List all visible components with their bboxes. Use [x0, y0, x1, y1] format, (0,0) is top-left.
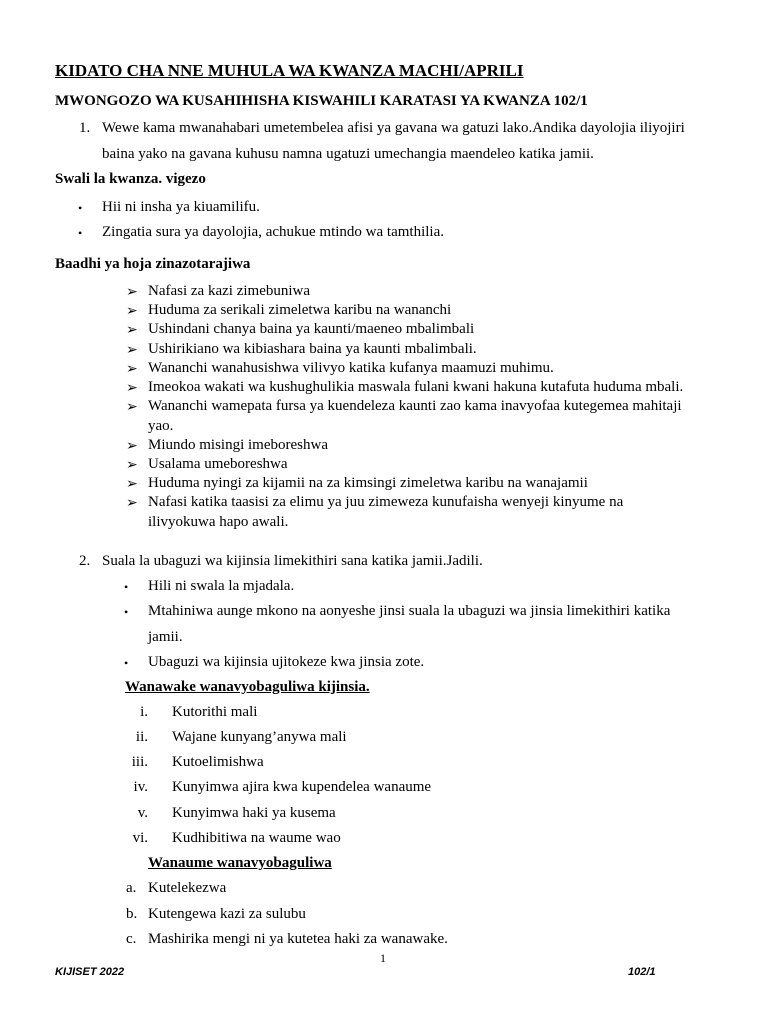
point-item: Ushindani chanya baina ya kaunti/maeneo mbalimbali — [148, 321, 475, 337]
women-point: Kutorithi mali — [172, 704, 258, 720]
page-number: 1 — [380, 951, 386, 965]
point-item: Huduma za serikali zimeletwa karibu na wananchi — [148, 302, 452, 318]
list-letter: a. — [126, 880, 137, 896]
question-2-number: 2. — [79, 553, 91, 569]
point-item: Imeokoa wakati wa kushughulikia maswala fulani kwani hakuna kutafuta huduma mbali. — [148, 379, 684, 395]
point-item: Usalama umeboreshwa — [148, 456, 288, 472]
question-1-line-1: Wewe kama mwanahabari umetembelea afisi ya gavana wa gatuzi lako.Andika dayolojia iliyojiri — [102, 120, 685, 136]
list-number: v. — [137, 805, 148, 821]
footer-right: 102/1 — [628, 966, 656, 978]
list-letter: c. — [126, 931, 137, 947]
document-title: KIDATO CHA NNE MUHULA WA KWANZA MACHI/APRILI — [55, 61, 524, 80]
arrow-bullet-icon: ➢ — [126, 304, 138, 319]
bullet-icon: • — [124, 580, 129, 594]
bullet-icon: • — [124, 605, 129, 619]
women-point: Kutoelimishwa — [172, 754, 264, 770]
point-item: Huduma nyingi za kijamii na za kimsingi zimeletwa karibu na wanajamii — [148, 475, 588, 491]
q2-criteria-item: Mtahiniwa aunge mkono na aonyeshe jinsi suala la ubaguzi wa jinsia limekithiri katika — [148, 603, 671, 619]
q2-criteria-item: Ubaguzi wa kijinsia ujitokeze kwa jinsia zote. — [148, 654, 425, 670]
men-heading: Wanaume wanavyobaguliwa — [148, 855, 332, 871]
list-number: vi. — [132, 830, 148, 846]
arrow-bullet-icon: ➢ — [126, 362, 138, 377]
arrow-bullet-icon: ➢ — [126, 400, 138, 415]
arrow-bullet-icon: ➢ — [126, 323, 138, 338]
arrow-bullet-icon: ➢ — [126, 496, 138, 511]
point-item: Miundo misingi imeboreshwa — [148, 437, 328, 453]
bullet-icon: • — [124, 656, 129, 670]
list-number: iv. — [133, 779, 148, 795]
women-point: Kunyimwa haki ya kusema — [172, 805, 336, 821]
criteria-item: Zingatia sura ya dayolojia, achukue mtindo wa tamthilia. — [102, 224, 444, 240]
list-letter: b. — [126, 906, 138, 922]
criteria-item: Hii ni insha ya kiuamilifu. — [102, 199, 260, 215]
women-point: Kunyimwa ajira kwa kupendelea wanaume — [172, 779, 432, 795]
question-1-number: 1. — [79, 120, 91, 136]
list-number: ii. — [135, 729, 148, 745]
arrow-bullet-icon: ➢ — [126, 343, 138, 358]
arrow-bullet-icon: ➢ — [126, 477, 138, 492]
arrow-bullet-icon: ➢ — [126, 458, 138, 473]
points-heading: Baadhi ya hoja zinazotarajiwa — [55, 256, 251, 272]
arrow-bullet-icon: ➢ — [126, 439, 138, 454]
question-1-line-2: baina yako na gavana kuhusu namna ugatuzi umechangia maendeleo katika jamii. — [102, 146, 594, 162]
men-point: Kutelekezwa — [148, 880, 227, 896]
document-subtitle: MWONGOZO WA KUSAHIHISHA KISWAHILI KARATASI YA KWANZA 102/1 — [55, 93, 588, 109]
arrow-bullet-icon: ➢ — [126, 381, 138, 396]
men-point: Mashirika mengi ni ya kutetea haki za wanawake. — [148, 931, 448, 947]
q2-criteria-item: Hili ni swala la mjadala. — [148, 578, 295, 594]
point-item: Nafasi katika taasisi za elimu ya juu zimeweza kunufaisha wenyeji kinyume na — [148, 494, 624, 510]
criteria-heading: Swali la kwanza. vigezo — [55, 171, 206, 187]
bullet-icon: • — [78, 226, 83, 240]
women-point: Kudhibitiwa na waume wao — [172, 830, 341, 846]
q2-criteria-continuation: jamii. — [148, 629, 183, 645]
question-2-text: Suala la ubaguzi wa kijinsia limekithiri sana katika jamii.Jadili. — [102, 553, 483, 569]
women-heading: Wanawake wanavyobaguliwa kijinsia. — [125, 679, 370, 695]
footer-left: KIJISET 2022 — [55, 966, 125, 978]
point-item: Ushirikiano wa kibiashara baina ya kaunti mbalimbali. — [148, 341, 477, 357]
arrow-bullet-icon: ➢ — [126, 285, 138, 300]
men-point: Kutengewa kazi za sulubu — [148, 906, 306, 922]
bullet-icon: • — [78, 201, 83, 215]
list-number: iii. — [131, 754, 148, 770]
list-number: i. — [140, 704, 148, 720]
point-item-continuation: yao. — [148, 418, 174, 434]
point-item: Nafasi za kazi zimebuniwa — [148, 283, 311, 299]
point-item: Wananchi wanahusishwa vilivyo katika kufanya maamuzi muhimu. — [148, 360, 554, 376]
point-item-continuation: ilivyokuwa hapo awali. — [148, 514, 289, 530]
women-point: Wajane kunyang’anywa mali — [172, 729, 347, 745]
point-item: Wananchi wamepata fursa ya kuendeleza kaunti zao kama inavyofaa kutegemea mahitaji — [148, 398, 682, 414]
